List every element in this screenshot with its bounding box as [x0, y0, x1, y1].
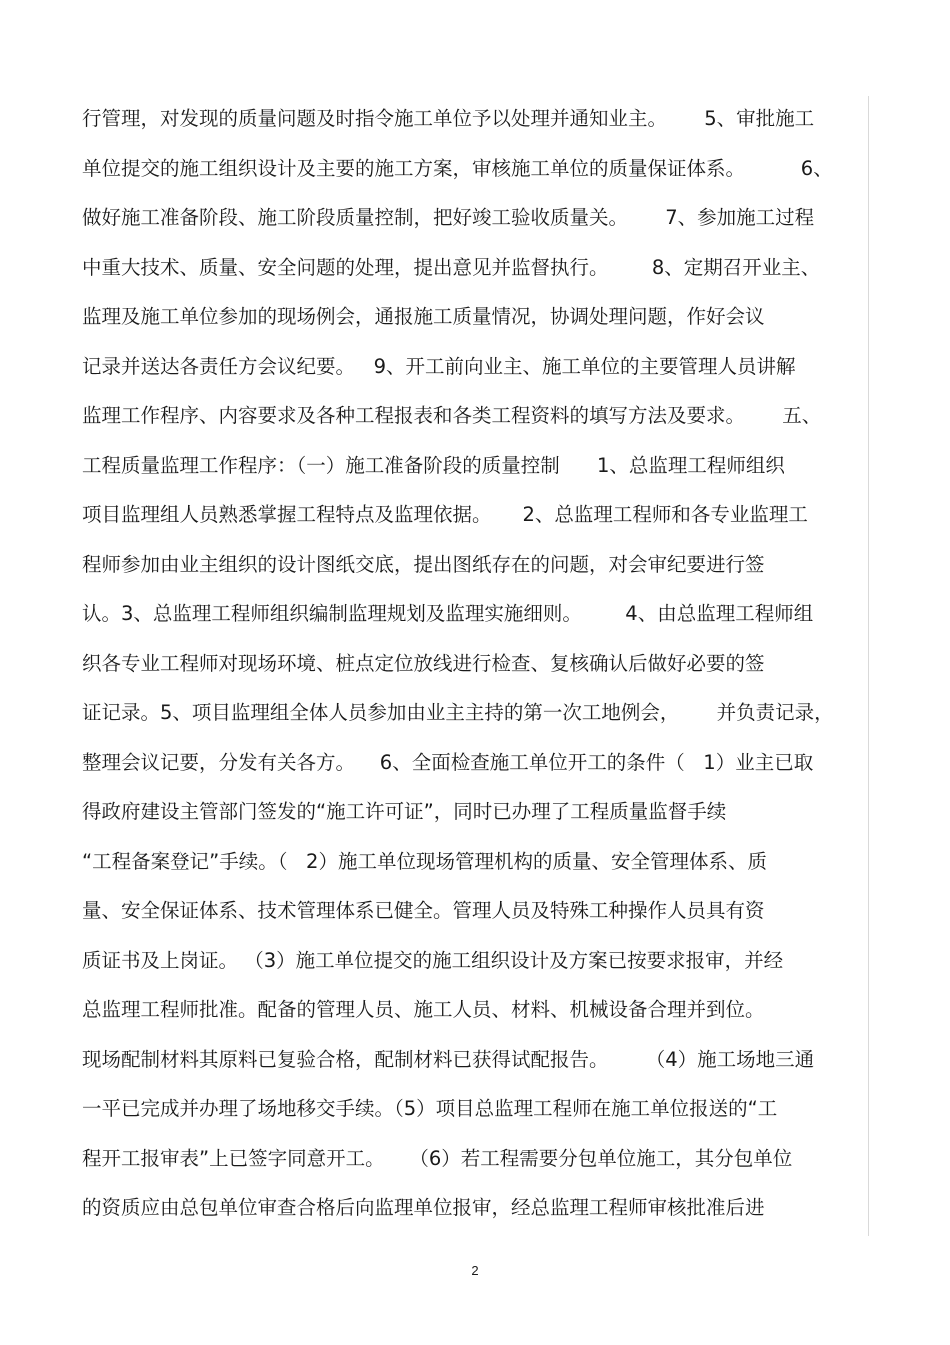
- text-line: 监理及施工单位参加的现场例会，通报施工质量情况，协调处理问题，作好会议: [82, 305, 765, 328]
- text-line: 织各专业工程师对现场环境、桩点定位放线进行检查、复核确认后做好必要的签: [82, 651, 765, 675]
- text-line: “工程备案登记”手续。（ 2）施工单位现场管理机构的质量、安全管理体系、质: [82, 849, 767, 873]
- text-line: 量、安全保证体系、技术管理体系已健全。管理人员及特殊工种操作人员具有资: [82, 899, 765, 922]
- text-line: 工程质量监理工作程序：（一）施工准备阶段的质量控制 1、总监理工程师组织: [82, 453, 785, 477]
- text-line: 整理会议记要，分发有关各方。 6、全面检查施工单位开工的条件（ 1）业主已取: [82, 750, 814, 774]
- text-line: 得政府建设主管部门签发的“施工许可证”，同时已办理了工程质量监督手续: [82, 800, 727, 823]
- text-line: 质证书及上岗证。 （3）施工单位提交的施工组织设计及方案已按要求报审，并经: [82, 948, 784, 972]
- text-line: 程开工报审表”上已签字同意开工。 （6）若工程需要分包单位施工，其分包单位: [82, 1146, 793, 1170]
- body-text: [82, 94, 872, 1233]
- page-number: 2: [471, 1263, 479, 1278]
- text-line: 项目监理组人员熟悉掌握工程特点及监理依据。 2、总监理工程师和各专业监理工: [82, 503, 808, 526]
- text-line: 的资质应由总包单位审查合格后向监理单位报审，经总监理工程师审核批准后进: [82, 1196, 765, 1219]
- text-line: 记录并送达各责任方会议纪要。 9、开工前向业主、施工单位的主要管理人员讲解: [82, 354, 796, 378]
- text-line: 证记录。5、项目监理组全体人员参加由业主主持的第一次工地例会， 并负责记录，: [82, 701, 834, 724]
- text-line: 认。3、总监理工程师组织编制监理规划及监理实施细则。 4、由总监理工程师组: [82, 602, 814, 625]
- text-line: 总监理工程师批准。配备的管理人员、施工人员、材料、机械设备合理并到位。: [82, 998, 765, 1021]
- text-line: 做好施工准备阶段、施工阶段质量控制，把好竣工验收质量关。 7、参加施工过程: [82, 206, 815, 229]
- text-line: 中重大技术、质量、安全问题的处理，提出意见并监督执行。 8、定期召开业主、: [82, 255, 821, 279]
- text-line: 程师参加由业主组织的设计图纸交底，提出图纸存在的问题，对会审纪要进行签: [82, 552, 765, 576]
- text-line: 一平已完成并办理了场地移交手续。（5）项目总监理工程师在施工单位报送的“工: [82, 1097, 778, 1120]
- text-line: 现场配制材料其原料已复验合格，配制材料已获得试配报告。 （4）施工场地三通: [82, 1047, 815, 1071]
- text-line: 单位提交的施工组织设计及主要的施工方案，审核施工单位的质量保证体系。 6、: [82, 156, 833, 180]
- text-line: 行管理，对发现的质量问题及时指令施工单位予以处理并通知业主。 5、审批施工: [82, 107, 815, 130]
- text-line: 监理工作程序、内容要求及各种工程报表和各类工程资料的填写方法及要求。 五、: [82, 404, 822, 427]
